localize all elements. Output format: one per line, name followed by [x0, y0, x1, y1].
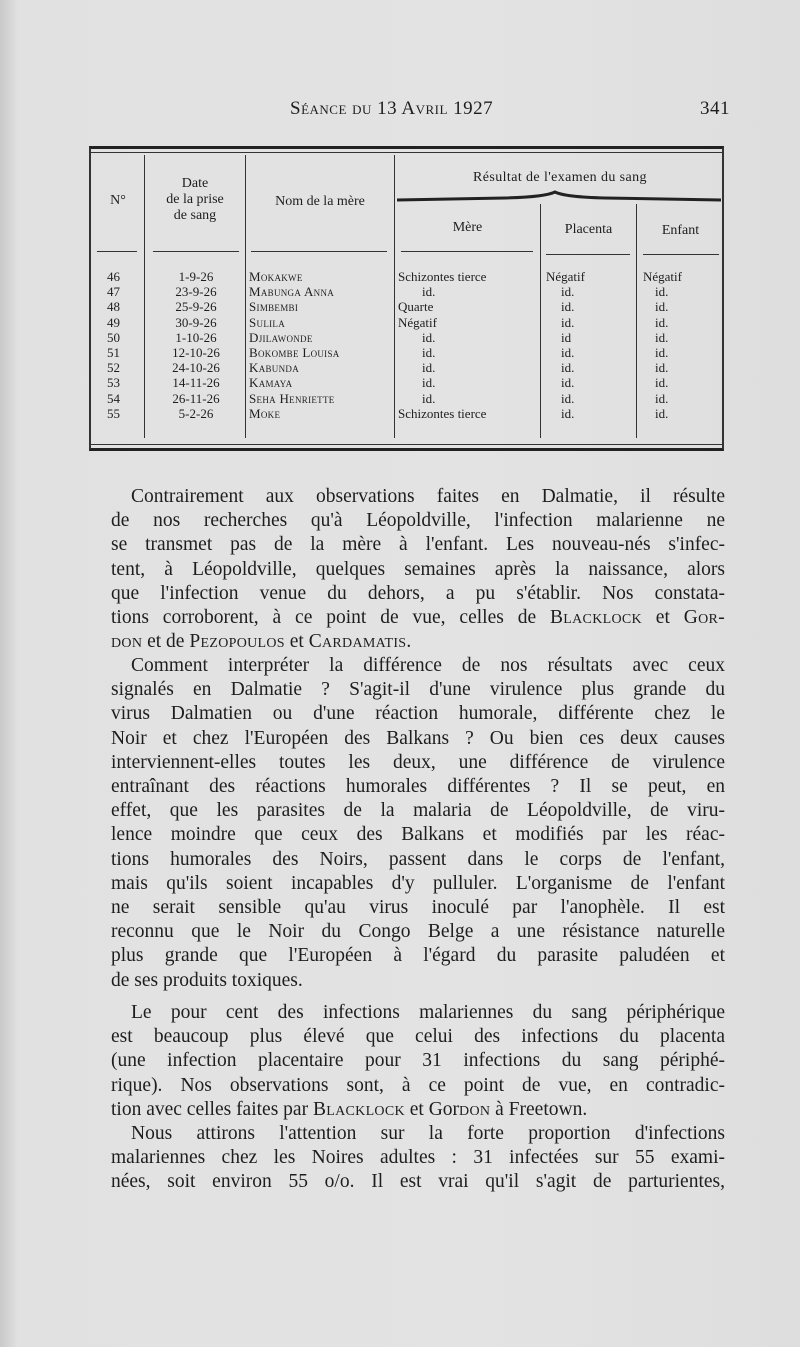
table-cell-mere: id. [422, 284, 436, 300]
table-cell-no: 55 [107, 405, 120, 421]
text-line: tent, à Léopoldville, quelques semaines après la naissance, alors [111, 558, 725, 580]
table-cell-date: 14-11-26 [172, 375, 220, 391]
table-cell-enfant: id. [655, 299, 669, 315]
text-line: ne serait sensible qu'au virus inoculé par l'anophèle. Il est [111, 897, 725, 919]
table-cell-date: 1-10-26 [175, 329, 217, 345]
text-line: lence moindre que ceux des Balkans et modifiés par les réac- [111, 824, 725, 846]
table-cell-no: 46 [107, 269, 120, 284]
table-cell-placenta: id. [561, 299, 575, 315]
table-cell-enfant: id. [655, 329, 669, 345]
text-line: malariennes chez les Noires adultes : 31 infectées sur 55 exami- [111, 1147, 725, 1169]
table-cell-date: 24-10-26 [172, 360, 220, 376]
table-cell-placenta: id. [561, 375, 575, 391]
table-cell-name: Kabunda [249, 360, 299, 376]
table-cell-name: Mabunga Anna [249, 284, 335, 300]
table-cell-placenta: Négatif [546, 269, 585, 284]
table-cell-date: 23-9-26 [175, 284, 217, 300]
text-line: Noir et chez l'Européen des Balkans ? Ou bien ces deux causes [111, 727, 725, 749]
table-cell-enfant: id. [655, 284, 669, 300]
text-line: nées, soit environ 55 o/o. Il est vrai qu'il s'agit de parturientes, [111, 1171, 725, 1193]
header-mere: Mère [452, 220, 483, 235]
paragraph-4 [111, 1122, 725, 1195]
table-cell-no: 49 [107, 314, 120, 330]
table-cell-date: 25-9-26 [175, 299, 217, 315]
table-cell-mere: id. [422, 345, 436, 360]
text-line: tion avec celles faites par Blacklock et Gordon à Freetown. [111, 1098, 588, 1120]
table-cell-placenta: id. [561, 345, 575, 360]
text-line: se transmet pas de la mère à l'enfant. Les nouveau-nés s'infec- [111, 534, 725, 556]
table-cell-no: 50 [107, 329, 120, 345]
text-line: effet, que les parasites de la malaria de Léopoldville, de viru- [111, 800, 725, 822]
text-line: de nos recherches qu'à Léopoldville, l'infection malarienne ne [111, 510, 725, 532]
table-cell-mere: id. [422, 390, 436, 406]
table-cell-no: 54 [107, 390, 120, 406]
table-cell-placenta: id. [561, 314, 575, 330]
text-line: virus Dalmatien ou d'une réaction humorale, différente chez le [111, 703, 725, 725]
text-line: mais qu'ils soient incapables d'y pulluler. L'organisme de l'enfant [111, 872, 725, 894]
table-cell-name: Sulila [249, 314, 286, 330]
table-cell-no: 48 [107, 299, 120, 315]
table-cell-date: 5-2-26 [178, 405, 214, 421]
table-cell-enfant: id. [655, 345, 669, 360]
text-line: Contrairement aux observations faites en Dalmatie, il résulte [131, 486, 725, 507]
table-cell-enfant: id. [655, 314, 669, 330]
blood-exam-table [89, 146, 724, 451]
text-line: que l'infection venue du dehors, a pu s'établir. Nos constata- [111, 582, 725, 604]
text-line: de ses produits toxiques. [111, 969, 303, 991]
header-result-group: Résultat de l'examen du sang [473, 170, 647, 185]
text-line: interviennent-elles toutes les deux, une différence de virulence [111, 751, 725, 773]
text-line: tions humorales des Noirs, passent dans le corps de l'enfant, [111, 848, 725, 870]
table-cell-mere: id. [422, 375, 436, 391]
table-cell-name: Mokakwe [249, 269, 303, 284]
table-cell-no: 51 [107, 345, 120, 360]
text-line: don et de Pezopoulos et Cardamatis. [111, 631, 412, 653]
header-no: N° [110, 193, 126, 208]
text-line: est beaucoup plus élevé que celui des infections du placenta [111, 1026, 725, 1048]
table-cell-placenta: id. [561, 360, 575, 376]
paragraph-3 [111, 1001, 725, 1122]
text-line: Nous attirons l'attention sur la forte proportion d'infections [131, 1123, 725, 1144]
table-cell-mere: Négatif [398, 314, 437, 330]
table-cell-enfant: id. [655, 390, 669, 406]
table-cell-date: 12-10-26 [172, 345, 220, 360]
table-cell-date: 26-11-26 [172, 390, 220, 406]
text-line: rique). Nos observations sont, à ce point de vue, en contradic- [111, 1074, 725, 1096]
header-date-line1: Date [181, 176, 209, 191]
paragraph-2 [111, 654, 725, 993]
table-cell-placenta: id. [561, 390, 575, 406]
header-placenta: Placenta [564, 222, 613, 237]
table-cell-name: Djilawonde [249, 329, 313, 345]
text-line: reconnu que le Noir du Congo Belge a une résistance naturelle [111, 921, 725, 943]
text-line: signalés en Dalmatie ? S'agit-il d'une virulence plus grande du [111, 679, 725, 701]
table-cell-enfant: Négatif [643, 269, 682, 284]
table-cell-mere: Schizontes tierce [398, 405, 487, 421]
paragraph-1 [111, 485, 725, 654]
header-mother-name: Nom de la mère [275, 194, 365, 209]
page-number: 341 [700, 98, 730, 119]
text-line: (une infection placentaire pour 31 infections du sang périphé- [111, 1050, 725, 1072]
table-cell-no: 52 [107, 360, 120, 376]
text-line: Le pour cent des infections malariennes du sang périphérique [131, 1002, 725, 1023]
header-brace [395, 189, 723, 203]
table-cell-mere: Schizontes tierce [398, 269, 487, 284]
table-cell-placenta: id. [561, 405, 575, 421]
table-cell-date: 30-9-26 [175, 314, 217, 330]
header-date-line3: de sang [173, 208, 217, 223]
table-cell-placenta: id [561, 329, 572, 345]
table-cell-mere: Quarte [398, 299, 434, 315]
text-line: entraînant des réactions humorales différentes ? Il se peut, en [111, 776, 725, 798]
running-head-title: Séance du 13 Avril 1927 [290, 98, 494, 119]
table-cell-date: 1-9-26 [178, 269, 214, 284]
table-cell-no: 47 [107, 284, 120, 300]
table-cell-no: 53 [107, 375, 120, 391]
table-cell-mere: id. [422, 360, 436, 376]
table-cell-enfant: id. [655, 405, 669, 421]
text-line: tions corroborent, à ce point de vue, celles de Blacklock et Gor- [111, 607, 725, 629]
running-head [290, 98, 730, 128]
table-cell-mere: id. [422, 329, 436, 345]
table-cell-placenta: id. [561, 284, 575, 300]
table-cell-name: Kamaya [249, 375, 293, 391]
header-enfant: Enfant [661, 223, 700, 238]
table-cell-name: Seha Henriette [249, 390, 335, 406]
text-line: plus grande que l'Européen à l'égard du parasite paludéen et [111, 945, 725, 967]
text-line: Comment interpréter la différence de nos résultats avec ceux [131, 655, 725, 676]
header-date-line2: de la prise [166, 192, 224, 207]
table-cell-name: Bokombe Louisa [249, 345, 340, 360]
table-cell-name: Moke [249, 405, 281, 421]
table-cell-enfant: id. [655, 360, 669, 376]
table-cell-enfant: id. [655, 375, 669, 391]
table-cell-name: Simbembi [249, 299, 299, 315]
